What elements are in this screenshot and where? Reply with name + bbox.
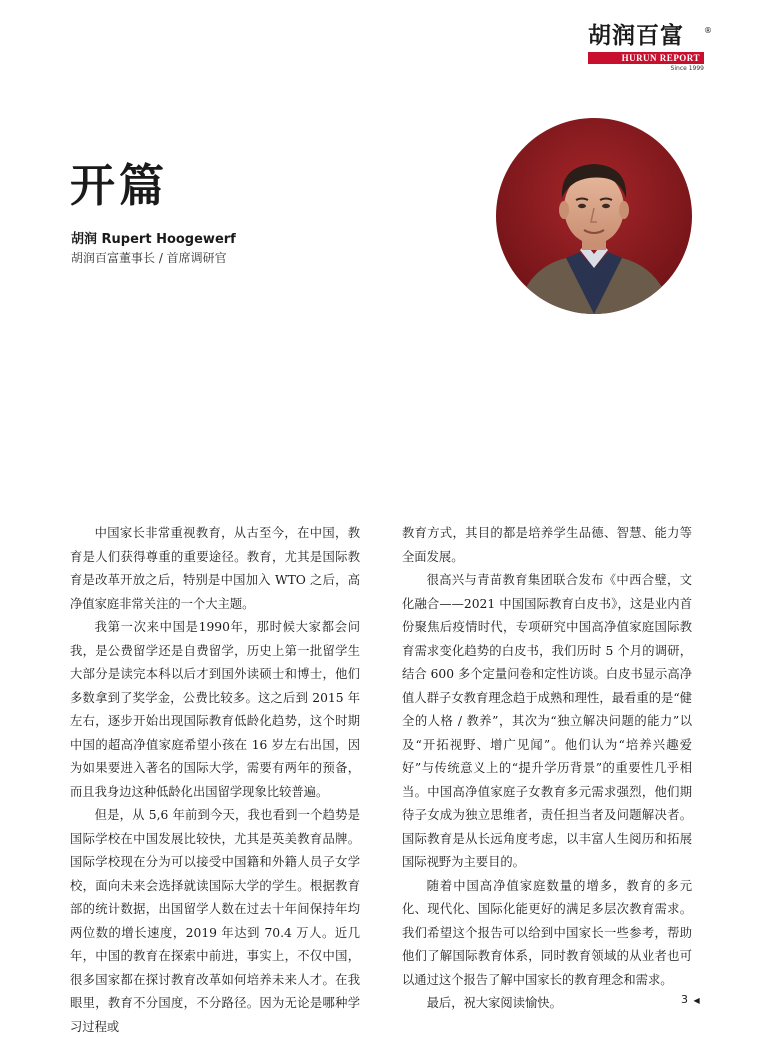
- paragraph: 最后，祝大家阅读愉快。: [426, 996, 562, 1010]
- author-name: 胡润 Rupert Hoogewerf: [71, 232, 236, 247]
- hurun-logo: [588, 22, 712, 72]
- page-number: [681, 993, 700, 1006]
- paragraph-continued: 教育方式，其目的都是培养学生品德、智慧、能力等全面发展。: [402, 526, 692, 564]
- portrait-photo-icon: [496, 118, 692, 314]
- paragraph: 很高兴与青苗教育集团联合发布《中西合璧，文化融合——2021 中国国际教育白皮书》，这是业内首份聚焦后疫情时代，专项研究中国高净值家庭国际教育需求变化趋势的白皮书，我们历时 5 个月的调研，结合 600 多个定量问卷和定性访谈。白皮书显示高净值人群子女教育理念趋于成熟和理性，最看重的是“健全的人格 / 教养”，其次为“独立解决问题的能力”以及“开拓视野、增广见闻”。他们认为“培养兴趣爱好”与传统意义上的“提升学历背景”的重要性几乎相当。中国高净值家庭子女教育多元需求强烈，他们期待子女成为独立思维者，责任担当者及问题解决者。国际教育是从长远角度考虑，以丰富人生阅历和拓展国际视野为主要目的。: [402, 573, 692, 869]
- body-column-left: [70, 522, 360, 1039]
- page-title: 开篇: [70, 159, 169, 212]
- registered-mark: ®: [704, 26, 712, 35]
- paragraph: 中国家长非常重视教育，从古至今，在中国，教育是人们获得尊重的重要途径。教育，尤其是国际教育是改革开放之后，特别是中国加入 WTO 之后，高净值家庭非常关注的一个大主题。: [70, 526, 360, 611]
- triangle-left-icon: ◀: [693, 996, 700, 1005]
- author-role: 胡润百富董事长 / 首席调研官: [71, 251, 227, 265]
- paragraph: 但是，从 5,6 年前到今天，我也看到一个趋势是国际学校在中国发展比较快，尤其是英美教育品牌。国际学校现在分为可以接受中国籍和外籍人员子女学校，面向未来会选择就读国际大学的学生。根据教育部的统计数据，出国留学人数在过去十年间保持年均两位数的增长速度，2019 年达到 70.4 万人。近几年，中国的教育在探索中前进，事实上，不仅中国，很多国家都在探讨教育改革如何培养未来人才。在我眼里，教育不分国度，不分路径。因为无论是哪种学习过程或: [70, 808, 360, 1034]
- paragraph: 我第一次来中国是1990年，那时候大家都会问我，是公费留学还是自费留学，历史上第一批留学生大部分是读完本科以后才到国外读硕士和博士，他们多数拿到了奖学金，公费比较多。这之后到 2015 年左右，逐步开始出现国际教育低龄化趋势，这个时期中国的超高净值家庭希望小孩在 16 岁左右出国，因为如果要进入著名的国际大学，需要有两年的预备，而且我身边这种低龄化出国留学现象比较普遍。: [70, 620, 360, 799]
- body-column-right: [402, 522, 692, 1016]
- page-number-value: 3: [681, 993, 688, 1006]
- logo-wordmark: 胡润百富: [588, 23, 684, 49]
- logo-band: HURUN REPORT: [588, 52, 704, 64]
- logo-since: Since 1999: [670, 65, 704, 72]
- author-portrait: [496, 118, 692, 314]
- paragraph: 随着中国高净值家庭数量的增多，教育的多元化、现代化、国际化能更好的满足多层次教育需求。我们希望这个报告可以给到中国家长一些参考，帮助他们了解国际教育体系，同时教育领域的从业者也可以通过这个报告了解中国家长的教育理念和需求。: [402, 878, 692, 987]
